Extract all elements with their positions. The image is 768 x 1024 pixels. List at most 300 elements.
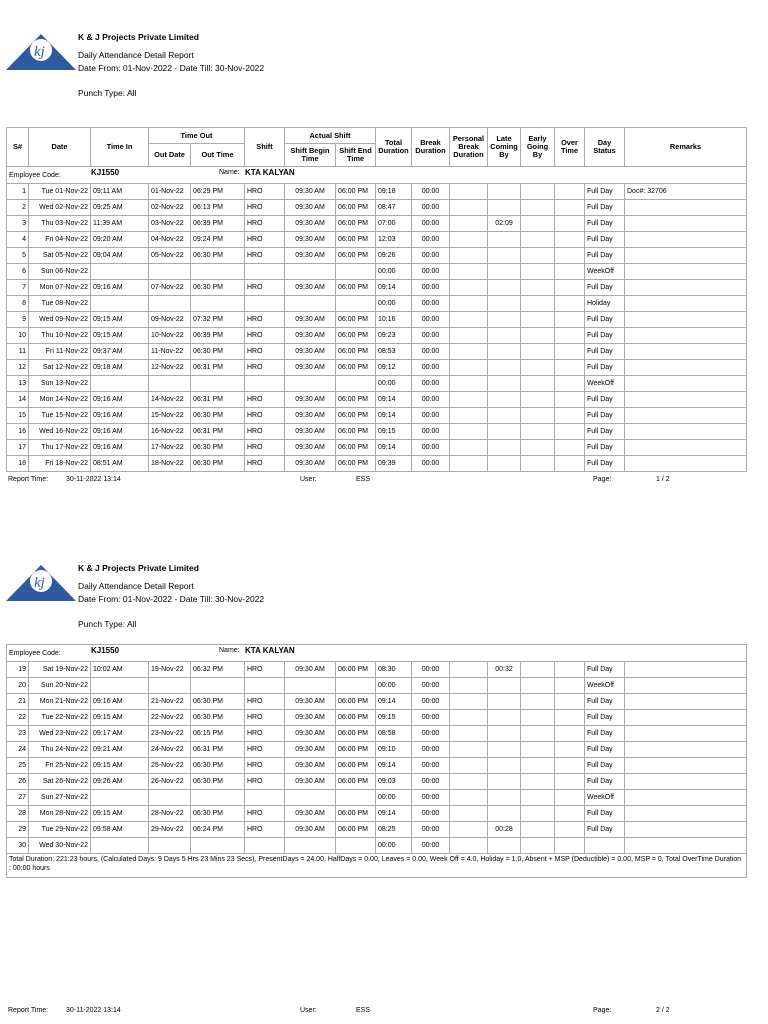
table-cell: Thu 24-Nov-22 bbox=[29, 742, 91, 758]
table-cell bbox=[625, 456, 747, 472]
table-cell bbox=[450, 806, 488, 822]
table-row bbox=[7, 280, 747, 296]
table-cell bbox=[191, 376, 245, 392]
table-cell bbox=[450, 360, 488, 376]
col-over-time: Over Time bbox=[555, 128, 585, 167]
table-cell: 09:24 PM bbox=[191, 232, 245, 248]
table-cell: 25-Nov-22 bbox=[149, 758, 191, 774]
table-cell: 21 bbox=[7, 694, 29, 710]
table-cell bbox=[521, 264, 555, 280]
table-cell: 08:25 bbox=[376, 822, 412, 838]
table-cell: 23 bbox=[7, 726, 29, 742]
table-cell: HRO bbox=[245, 822, 285, 838]
table-cell: 00:00 bbox=[376, 838, 412, 854]
table-cell: Full Day bbox=[585, 822, 625, 838]
table-cell bbox=[555, 184, 585, 200]
employee-name: KTA KALYAN bbox=[245, 646, 295, 655]
table-cell: HRO bbox=[245, 806, 285, 822]
report-title: Daily Attendance Detail Report bbox=[78, 581, 194, 591]
table-cell: 09:16 AM bbox=[91, 280, 149, 296]
table-cell bbox=[245, 264, 285, 280]
table-cell bbox=[450, 662, 488, 678]
table-cell: HRO bbox=[245, 694, 285, 710]
employee-row bbox=[7, 167, 747, 184]
table-cell: 00:28 bbox=[488, 822, 521, 838]
table-cell: Full Day bbox=[585, 726, 625, 742]
table-cell: 1 bbox=[7, 184, 29, 200]
table-cell bbox=[450, 774, 488, 790]
table-cell: 06:00 PM bbox=[336, 232, 376, 248]
table-cell bbox=[450, 328, 488, 344]
table-cell bbox=[521, 710, 555, 726]
table-cell: 09:16 AM bbox=[91, 408, 149, 424]
table-cell: 17-Nov-22 bbox=[149, 440, 191, 456]
table-cell: 00:00 bbox=[412, 264, 450, 280]
table-cell: 26-Nov-22 bbox=[149, 774, 191, 790]
table-cell: 09:20 AM bbox=[91, 232, 149, 248]
table-cell: 8 bbox=[7, 296, 29, 312]
table-cell: Full Day bbox=[585, 774, 625, 790]
table-cell: Tue 29-Nov-22 bbox=[29, 822, 91, 838]
table-cell: 00:00 bbox=[376, 296, 412, 312]
table-cell bbox=[555, 248, 585, 264]
table-cell: HRO bbox=[245, 726, 285, 742]
user: ESS bbox=[356, 476, 371, 483]
table-cell bbox=[625, 758, 747, 774]
table-cell: Full Day bbox=[585, 200, 625, 216]
table-cell: 00:00 bbox=[412, 678, 450, 694]
col-out-date: Out Date bbox=[149, 144, 191, 167]
table-row bbox=[7, 758, 747, 774]
table-cell: 09:30 AM bbox=[285, 184, 336, 200]
table-cell: 09:30 AM bbox=[285, 662, 336, 678]
table-row bbox=[7, 726, 747, 742]
table-cell bbox=[488, 456, 521, 472]
table-cell: Full Day bbox=[585, 710, 625, 726]
table-cell bbox=[336, 790, 376, 806]
table-cell bbox=[450, 790, 488, 806]
table-cell: 09:04 AM bbox=[91, 248, 149, 264]
table-cell bbox=[488, 392, 521, 408]
table-cell: 00:00 bbox=[412, 200, 450, 216]
table-cell: 06:30 PM bbox=[191, 806, 245, 822]
table-cell bbox=[488, 312, 521, 328]
table-cell bbox=[625, 822, 747, 838]
col-out-time: Out Time bbox=[191, 144, 245, 167]
table-cell bbox=[450, 678, 488, 694]
table-cell: WeekOff bbox=[585, 678, 625, 694]
employee-name: KTA KALYAN bbox=[245, 168, 295, 177]
table-cell: 3 bbox=[7, 216, 29, 232]
table-cell: 08:51 AM bbox=[91, 456, 149, 472]
table-cell bbox=[450, 376, 488, 392]
table-cell: 12 bbox=[7, 360, 29, 376]
table-cell: HRO bbox=[245, 280, 285, 296]
table-cell: 06:00 PM bbox=[336, 806, 376, 822]
table-cell: 09:03 bbox=[376, 774, 412, 790]
table-row bbox=[7, 232, 747, 248]
table-cell bbox=[625, 248, 747, 264]
table-cell: 00:00 bbox=[412, 790, 450, 806]
table-cell: Mon 14-Nov-22 bbox=[29, 392, 91, 408]
table-cell: 09:15 AM bbox=[91, 710, 149, 726]
table-cell: 09:30 AM bbox=[285, 328, 336, 344]
table-cell: Full Day bbox=[585, 248, 625, 264]
table-cell bbox=[555, 328, 585, 344]
table-cell: 6 bbox=[7, 264, 29, 280]
table-cell bbox=[521, 758, 555, 774]
table-cell bbox=[521, 312, 555, 328]
table-cell: WeekOff bbox=[585, 790, 625, 806]
table-cell bbox=[191, 678, 245, 694]
table-cell: 06:15 PM bbox=[191, 726, 245, 742]
table-cell bbox=[625, 694, 747, 710]
table-cell: Sun 20-Nov-22 bbox=[29, 678, 91, 694]
table-cell: 09:10 bbox=[376, 742, 412, 758]
table-cell bbox=[521, 408, 555, 424]
table-cell: 11 bbox=[7, 344, 29, 360]
table-cell: 24 bbox=[7, 742, 29, 758]
table-cell: 07-Nov-22 bbox=[149, 280, 191, 296]
table-cell bbox=[625, 200, 747, 216]
table-row bbox=[7, 344, 747, 360]
table-cell: 09:12 bbox=[376, 360, 412, 376]
table-cell bbox=[450, 424, 488, 440]
table-cell: HRO bbox=[245, 758, 285, 774]
table-cell bbox=[521, 440, 555, 456]
table-cell bbox=[521, 424, 555, 440]
table-cell: 10 bbox=[7, 328, 29, 344]
table-cell: 06:00 PM bbox=[336, 758, 376, 774]
table-cell bbox=[625, 344, 747, 360]
table-cell: 09:30 AM bbox=[285, 456, 336, 472]
table-cell bbox=[521, 822, 555, 838]
table-cell: Full Day bbox=[585, 232, 625, 248]
table-cell: 00:00 bbox=[412, 806, 450, 822]
table-cell: Full Day bbox=[585, 408, 625, 424]
table-cell: 06:00 PM bbox=[336, 424, 376, 440]
table-cell: HRO bbox=[245, 662, 285, 678]
table-cell: 09-Nov-22 bbox=[149, 312, 191, 328]
table-cell bbox=[450, 726, 488, 742]
table-row bbox=[7, 312, 747, 328]
user-label: User: bbox=[300, 476, 317, 483]
table-cell bbox=[488, 232, 521, 248]
table-row bbox=[7, 296, 747, 312]
table-cell bbox=[488, 742, 521, 758]
table-cell bbox=[149, 264, 191, 280]
table-cell: 09:16 AM bbox=[91, 694, 149, 710]
col-late-coming: Late Coming By bbox=[488, 128, 521, 167]
table-cell bbox=[555, 678, 585, 694]
table-cell bbox=[450, 742, 488, 758]
table-cell: 09:15 AM bbox=[91, 758, 149, 774]
table-cell bbox=[450, 694, 488, 710]
table-cell: Thu 10-Nov-22 bbox=[29, 328, 91, 344]
col-time-out: Time Out bbox=[149, 128, 245, 144]
table-cell: 06:00 PM bbox=[336, 726, 376, 742]
table-cell: 09:16 AM bbox=[91, 424, 149, 440]
table-cell bbox=[336, 296, 376, 312]
table-cell: 09:16 AM bbox=[91, 392, 149, 408]
table-cell: 06:31 PM bbox=[191, 360, 245, 376]
table-cell: 09:14 bbox=[376, 758, 412, 774]
table-cell: 27 bbox=[7, 790, 29, 806]
table-cell bbox=[488, 774, 521, 790]
table-cell: 09:15 bbox=[376, 424, 412, 440]
table-cell: 09:14 bbox=[376, 694, 412, 710]
table-cell: 09:15 AM bbox=[91, 312, 149, 328]
table-cell bbox=[450, 758, 488, 774]
punch-type: Punch Type: All bbox=[78, 619, 137, 629]
table-cell: 09:15 bbox=[376, 710, 412, 726]
table-cell: 02:09 bbox=[488, 216, 521, 232]
table-cell: 06:00 PM bbox=[336, 694, 376, 710]
table-cell: 09:25 AM bbox=[91, 200, 149, 216]
table-cell: Full Day bbox=[585, 456, 625, 472]
table-cell bbox=[450, 280, 488, 296]
table-cell: Full Day bbox=[585, 184, 625, 200]
table-cell: 00:00 bbox=[412, 662, 450, 678]
table-cell: 00:00 bbox=[412, 424, 450, 440]
table-cell bbox=[450, 248, 488, 264]
table-cell: 09:30 AM bbox=[285, 742, 336, 758]
table-row bbox=[7, 248, 747, 264]
table-cell: 00:00 bbox=[412, 710, 450, 726]
table-cell: 09:18 AM bbox=[91, 360, 149, 376]
table-cell: 06:00 PM bbox=[336, 408, 376, 424]
table-cell: HRO bbox=[245, 312, 285, 328]
table-cell bbox=[285, 376, 336, 392]
table-cell bbox=[625, 774, 747, 790]
table-cell: HRO bbox=[245, 328, 285, 344]
table-cell: 14-Nov-22 bbox=[149, 392, 191, 408]
table-cell bbox=[245, 678, 285, 694]
table-row bbox=[7, 264, 747, 280]
report-time: 30-11-2022 13:14 bbox=[66, 1007, 121, 1014]
table-cell: 06:31 PM bbox=[191, 742, 245, 758]
page-label: Page: bbox=[593, 476, 612, 483]
table-cell bbox=[555, 694, 585, 710]
table-cell: 21-Nov-22 bbox=[149, 694, 191, 710]
table-cell bbox=[336, 838, 376, 854]
table-cell: 10-Nov-22 bbox=[149, 328, 191, 344]
svg-text:kj: kj bbox=[34, 575, 45, 591]
table-cell: Full Day bbox=[585, 344, 625, 360]
table-cell: 09:30 AM bbox=[285, 710, 336, 726]
table-cell bbox=[149, 376, 191, 392]
table-cell: Holiday bbox=[585, 296, 625, 312]
table-cell bbox=[285, 678, 336, 694]
table-cell: 06:39 PM bbox=[191, 216, 245, 232]
table-cell: 06:00 PM bbox=[336, 440, 376, 456]
table-cell: 09:30 AM bbox=[285, 726, 336, 742]
table-cell bbox=[488, 758, 521, 774]
table-cell: 09:30 AM bbox=[285, 344, 336, 360]
table-cell: 04-Nov-22 bbox=[149, 232, 191, 248]
table-cell: Mon 28-Nov-22 bbox=[29, 806, 91, 822]
table-cell: HRO bbox=[245, 392, 285, 408]
table-cell: 09:30 AM bbox=[285, 694, 336, 710]
table-cell: 09:30 AM bbox=[285, 200, 336, 216]
table-cell: Full Day bbox=[585, 440, 625, 456]
table-cell: Full Day bbox=[585, 392, 625, 408]
table-cell: 09:37 AM bbox=[91, 344, 149, 360]
table-cell: 06:29 PM bbox=[191, 184, 245, 200]
table-cell bbox=[488, 376, 521, 392]
table-cell: 06:32 PM bbox=[191, 662, 245, 678]
table-cell bbox=[245, 376, 285, 392]
table-cell: Full Day bbox=[585, 360, 625, 376]
table-cell: 06:00 PM bbox=[336, 456, 376, 472]
table-cell: 00:00 bbox=[412, 456, 450, 472]
table-cell: 09:14 bbox=[376, 280, 412, 296]
table-cell bbox=[625, 312, 747, 328]
employee-name-label: Name: bbox=[219, 169, 240, 176]
table-cell: Full Day bbox=[585, 312, 625, 328]
table-cell bbox=[149, 296, 191, 312]
table-cell: 7 bbox=[7, 280, 29, 296]
employee-code-label: Employee Code: bbox=[9, 171, 61, 179]
table-cell bbox=[555, 838, 585, 854]
table-cell: 09:30 AM bbox=[285, 806, 336, 822]
table-cell: 00:00 bbox=[412, 694, 450, 710]
table-cell: HRO bbox=[245, 216, 285, 232]
table-cell bbox=[521, 662, 555, 678]
table-cell bbox=[625, 264, 747, 280]
table-cell bbox=[521, 328, 555, 344]
table-cell: 00:00 bbox=[376, 790, 412, 806]
report-time-label: Report Time: bbox=[8, 1007, 49, 1014]
table-cell: Wed 16-Nov-22 bbox=[29, 424, 91, 440]
date-range: Date From: 01-Nov-2022 - Date Till: 30-Nov-2022 bbox=[78, 63, 265, 73]
table-cell: 06:13 PM bbox=[191, 200, 245, 216]
table-cell: 00:00 bbox=[412, 376, 450, 392]
table-row bbox=[7, 376, 747, 392]
table-cell: Full Day bbox=[585, 806, 625, 822]
table-cell bbox=[625, 376, 747, 392]
col-early-going: Early Going By bbox=[521, 128, 555, 167]
table-cell: Sat 12-Nov-22 bbox=[29, 360, 91, 376]
table-cell: 06:00 PM bbox=[336, 184, 376, 200]
table-cell: 20 bbox=[7, 678, 29, 694]
table-cell: 06:30 PM bbox=[191, 280, 245, 296]
table-cell bbox=[488, 726, 521, 742]
table-cell bbox=[149, 678, 191, 694]
table-cell bbox=[555, 726, 585, 742]
table-cell bbox=[625, 392, 747, 408]
table-cell bbox=[285, 264, 336, 280]
table-cell: 16 bbox=[7, 424, 29, 440]
table-cell: 09:30 AM bbox=[285, 312, 336, 328]
table-cell: HRO bbox=[245, 200, 285, 216]
table-cell: 30 bbox=[7, 838, 29, 854]
table-cell: 11-Nov-22 bbox=[149, 344, 191, 360]
table-row bbox=[7, 440, 747, 456]
table-cell bbox=[450, 838, 488, 854]
table-cell: 15-Nov-22 bbox=[149, 408, 191, 424]
table-cell bbox=[521, 200, 555, 216]
col-day-status: Day Status bbox=[585, 128, 625, 167]
table-cell: Sat 19-Nov-22 bbox=[29, 662, 91, 678]
report-time-label: Report Time: bbox=[8, 476, 49, 483]
table-cell: 06:00 PM bbox=[336, 312, 376, 328]
table-cell bbox=[450, 392, 488, 408]
table-cell: Full Day bbox=[585, 216, 625, 232]
svg-text:kj: kj bbox=[34, 44, 45, 60]
table-cell bbox=[625, 710, 747, 726]
table-cell: 2 bbox=[7, 200, 29, 216]
table-cell bbox=[285, 838, 336, 854]
table-cell bbox=[625, 838, 747, 854]
table-cell: 09:30 AM bbox=[285, 440, 336, 456]
table-row bbox=[7, 408, 747, 424]
table-row bbox=[7, 774, 747, 790]
table-cell: 00:00 bbox=[412, 344, 450, 360]
table-cell: 06:30 PM bbox=[191, 248, 245, 264]
table-cell bbox=[91, 678, 149, 694]
table-cell: 00:00 bbox=[412, 408, 450, 424]
table-cell bbox=[488, 296, 521, 312]
report-title: Daily Attendance Detail Report bbox=[78, 50, 194, 60]
table-cell: 19-Nov-22 bbox=[149, 662, 191, 678]
report-time: 30-11-2022 13:14 bbox=[66, 476, 121, 483]
table-cell bbox=[521, 280, 555, 296]
table-cell: 00:00 bbox=[412, 328, 450, 344]
table-cell bbox=[521, 344, 555, 360]
table-cell bbox=[336, 264, 376, 280]
col-sno: S# bbox=[7, 128, 29, 167]
table-cell bbox=[555, 710, 585, 726]
table-cell: Full Day bbox=[585, 662, 625, 678]
table-cell bbox=[555, 424, 585, 440]
table-cell bbox=[555, 742, 585, 758]
table-cell bbox=[521, 742, 555, 758]
table-cell: 06:00 PM bbox=[336, 392, 376, 408]
table-cell: 09:26 AM bbox=[91, 774, 149, 790]
table-cell bbox=[488, 440, 521, 456]
table-row bbox=[7, 806, 747, 822]
table-row bbox=[7, 392, 747, 408]
table-cell: 03-Nov-22 bbox=[149, 216, 191, 232]
table-cell bbox=[521, 248, 555, 264]
employee-code-label: Employee Code: bbox=[9, 649, 61, 657]
table-cell bbox=[521, 216, 555, 232]
table-cell: 06:00 PM bbox=[336, 822, 376, 838]
table-cell: Thu 17-Nov-22 bbox=[29, 440, 91, 456]
total-summary: Total Duration: 221:23 hours, (Calculated Days: 9 Days 5 Hrs 23 Mins 23 Secs), PresentDays = 24.00, HalfDays = 0.00, Leaves = 0.00, Week Off = 4.0, Holiday = 1.0, Absent + MSP (Deductible) = 0.00, MSP = 0, Total OverTime Duration : 00:00 hours bbox=[7, 854, 747, 878]
table-cell bbox=[521, 694, 555, 710]
user-label: User: bbox=[300, 1007, 317, 1014]
table-cell: 06:30 PM bbox=[191, 710, 245, 726]
punch-type: Punch Type: All bbox=[78, 88, 137, 98]
company-name: K & J Projects Private Limited bbox=[78, 563, 199, 573]
attendance-table-page1 bbox=[6, 127, 747, 472]
table-cell: 09:30 AM bbox=[285, 248, 336, 264]
table-row bbox=[7, 710, 747, 726]
table-cell: 00:00 bbox=[412, 296, 450, 312]
table-cell: 06:30 PM bbox=[191, 456, 245, 472]
table-cell: 06:30 PM bbox=[191, 758, 245, 774]
table-cell bbox=[521, 838, 555, 854]
table-cell: 07:00 bbox=[376, 216, 412, 232]
col-break-duration: Break Duration bbox=[412, 128, 450, 167]
table-cell: Tue 08-Nov-22 bbox=[29, 296, 91, 312]
employee-name-label: Name: bbox=[219, 647, 240, 654]
table-row bbox=[7, 456, 747, 472]
table-cell bbox=[555, 280, 585, 296]
table-cell bbox=[555, 790, 585, 806]
